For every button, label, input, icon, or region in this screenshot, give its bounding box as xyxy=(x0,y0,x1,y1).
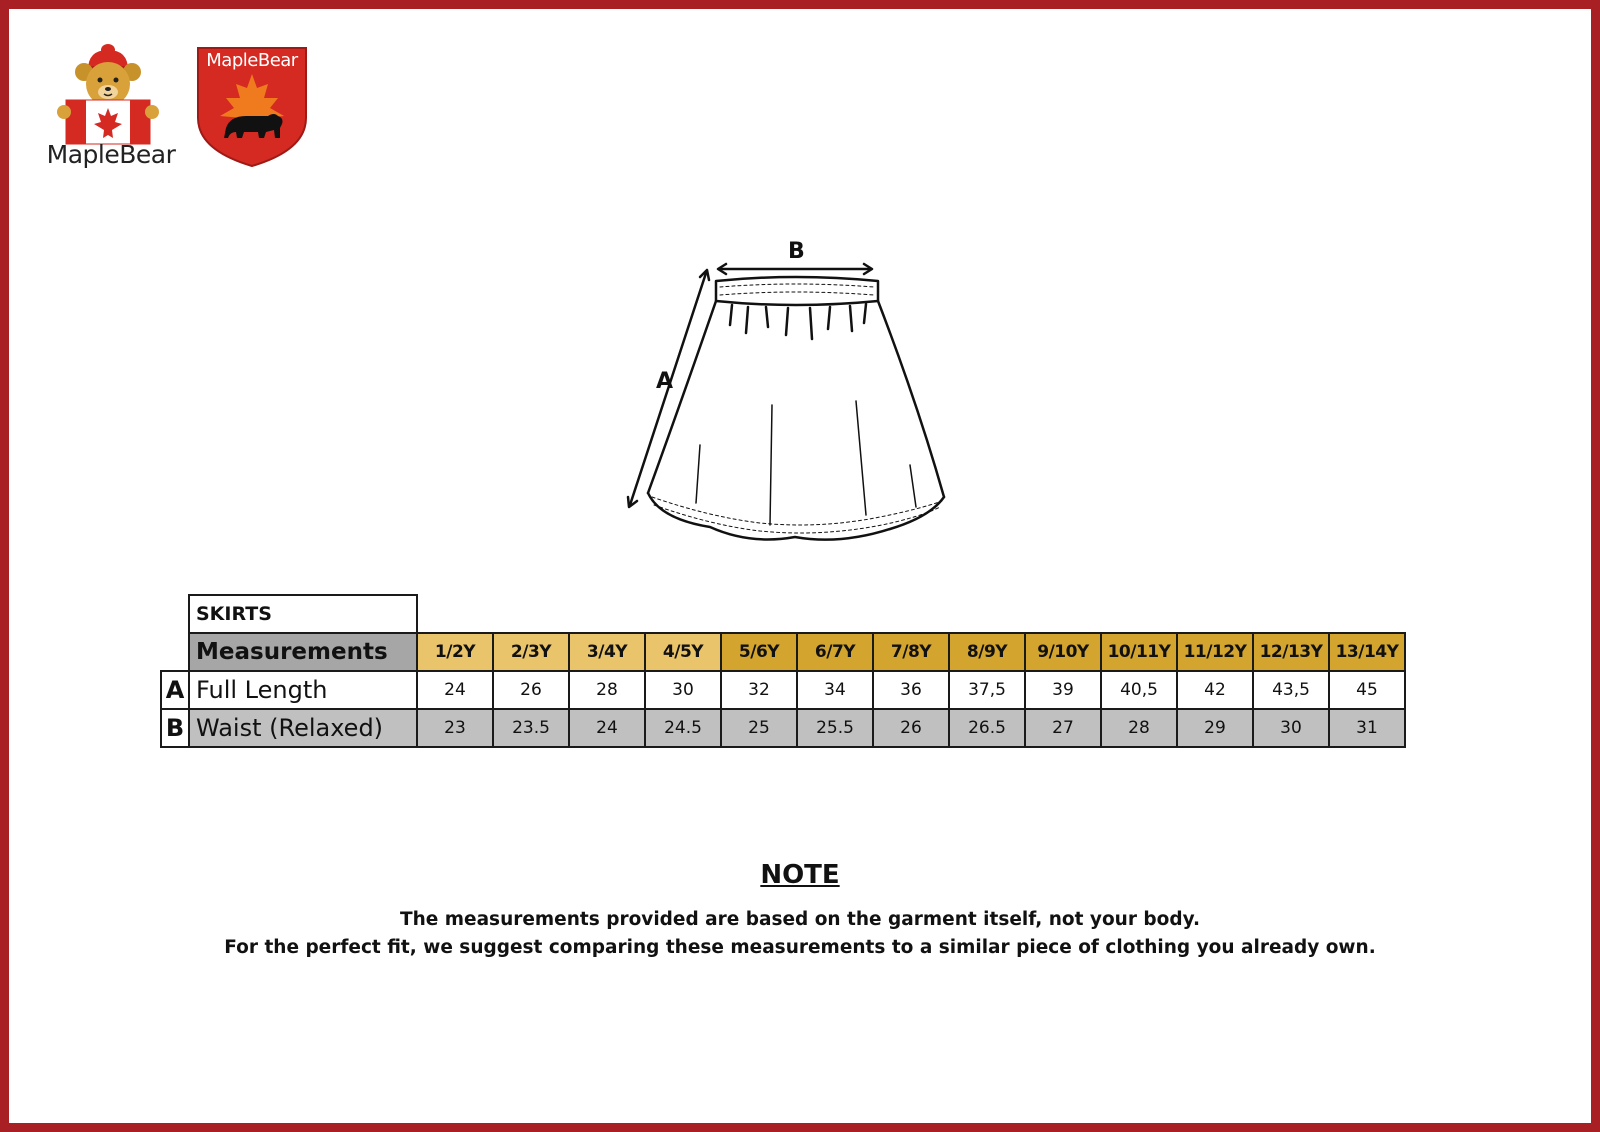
table-cell: 24 xyxy=(416,670,494,710)
table-cell: 29 xyxy=(1176,708,1254,748)
size-header-12-13Y: 12/13Y xyxy=(1252,632,1330,672)
table-cell: 28 xyxy=(568,670,646,710)
size-header-8-9Y: 8/9Y xyxy=(948,632,1026,672)
row-label: Full Length xyxy=(188,670,418,710)
table-cell: 43,5 xyxy=(1252,670,1330,710)
table-cell: 36 xyxy=(872,670,950,710)
size-header-13-14Y: 13/14Y xyxy=(1328,632,1406,672)
table-cell: 26.5 xyxy=(948,708,1026,748)
size-header-4-5Y: 4/5Y xyxy=(644,632,722,672)
table-cell: 23.5 xyxy=(492,708,570,748)
maplebear-shield-logo xyxy=(196,46,308,168)
dimension-label-b: B xyxy=(788,239,805,264)
table-cell: 37,5 xyxy=(948,670,1026,710)
size-header-1-2Y: 1/2Y xyxy=(416,632,494,672)
table-cell: 28 xyxy=(1100,708,1178,748)
size-header-10-11Y: 10/11Y xyxy=(1100,632,1178,672)
size-header-9-10Y: 9/10Y xyxy=(1024,632,1102,672)
size-header-6-7Y: 6/7Y xyxy=(796,632,874,672)
logo-wordmark: MapleBear xyxy=(46,140,176,169)
table-cell: 32 xyxy=(720,670,798,710)
shield-wordmark: MapleBear xyxy=(206,50,298,71)
table-cell: 25 xyxy=(720,708,798,748)
size-header-2-3Y: 2/3Y xyxy=(492,632,570,672)
table-cell: 39 xyxy=(1024,670,1102,710)
note-line-2: For the perfect fit, we suggest comparing these measurements to a similar piece of clothing you already own. xyxy=(224,937,1376,958)
table-cell: 24 xyxy=(568,708,646,748)
skirt-diagram xyxy=(620,235,980,565)
table-cell: 27 xyxy=(1024,708,1102,748)
measurements-header: Measurements xyxy=(188,632,418,672)
size-header-5-6Y: 5/6Y xyxy=(720,632,798,672)
row-letter: B xyxy=(160,708,190,748)
row-label: Waist (Relaxed) xyxy=(188,708,418,748)
table-cell: 30 xyxy=(1252,708,1330,748)
table-cell: 31 xyxy=(1328,708,1406,748)
table-cell: 34 xyxy=(796,670,874,710)
table-cell: 42 xyxy=(1176,670,1254,710)
table-cell: 26 xyxy=(492,670,570,710)
table-cell: 40,5 xyxy=(1100,670,1178,710)
note-line-1: The measurements provided are based on the garment itself, not your body. xyxy=(399,909,1201,930)
row-letter: A xyxy=(160,670,190,710)
dimension-label-a: A xyxy=(656,369,674,394)
table-cell: 25.5 xyxy=(796,708,874,748)
size-header-7-8Y: 7/8Y xyxy=(872,632,950,672)
table-title: SKIRTS xyxy=(188,594,418,634)
table-cell: 30 xyxy=(644,670,722,710)
skirt-icon xyxy=(620,235,980,565)
note-title: NOTE xyxy=(760,860,840,890)
bear-flag-icon xyxy=(36,36,186,146)
maplebear-bear-logo xyxy=(36,36,186,176)
table-cell: 23 xyxy=(416,708,494,748)
table-cell: 26 xyxy=(872,708,950,748)
size-header-11-12Y: 11/12Y xyxy=(1176,632,1254,672)
size-header-3-4Y: 3/4Y xyxy=(568,632,646,672)
table-cell: 45 xyxy=(1328,670,1406,710)
table-cell: 24.5 xyxy=(644,708,722,748)
